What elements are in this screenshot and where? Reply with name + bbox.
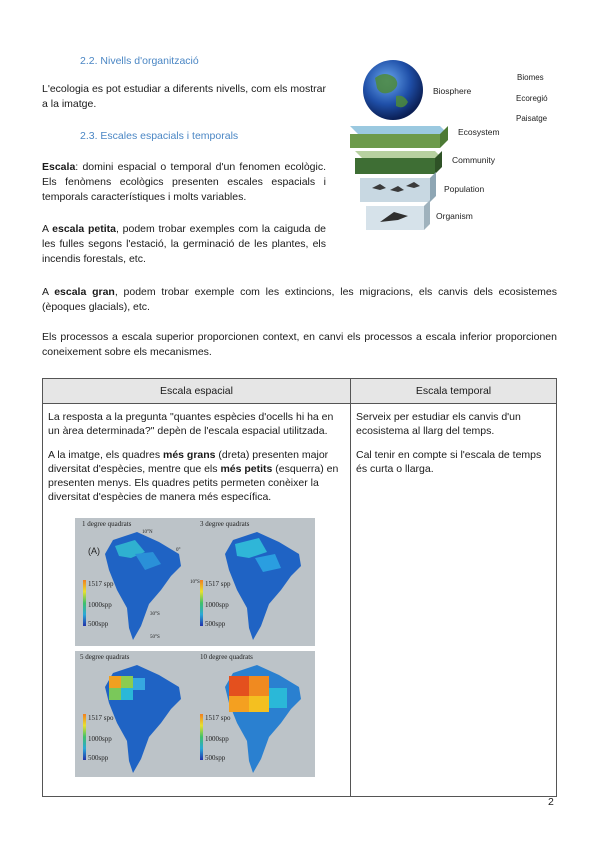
map-title-2: 3 degree quadrats [200, 520, 250, 528]
header-escala-espacial: Escala espacial [43, 379, 351, 404]
legend-bar-3 [83, 714, 86, 760]
p2-c: (dreta) presenten major diversitat d'espècies, mentre que els [48, 449, 329, 475]
espacial-paragraph-2 [48, 448, 345, 504]
legend-bar-2 [200, 580, 203, 626]
gran-pre: A [42, 286, 55, 298]
legend-4-mid: 1000spp [205, 735, 229, 743]
map-5-degree [105, 665, 181, 773]
p2-a: A la imatge, els quadres [48, 449, 163, 461]
processos-paragraph: Els processos a escala superior proporcionen context, en canvi els processos a escala inferior proporcionen coneixement sobre els mecanismes. [42, 331, 557, 358]
p2-d: (esquerra) en presenten menys. Els quadres petits permeten conèixer la diversitat d'espècies de manera més específica. [48, 463, 339, 503]
legend-2-max: 1517 spp [205, 580, 231, 588]
legend-1-max: 1517 spp [88, 580, 114, 588]
level-ecosystem: Ecosystem [458, 127, 500, 137]
escala-text: : domini espacial o temporal d'un fenomen ecològic. Els fenòmens ecològics presenten escales espacials i temporals característiques i molts variables. [42, 161, 326, 203]
temporal-paragraph-2: Cal tenir en compte si l'escala de temps és curta o llarga. [356, 449, 542, 475]
level-community: Community [452, 155, 495, 165]
map-title-1: 1 degree quadrats [82, 520, 132, 528]
level-population: Population [444, 184, 485, 194]
petita-text: , podem trobar exemples com la caiguda de les fulles segons l'estació, la germinació de les plantes, els incendis forestals, etc. [42, 223, 326, 265]
legend-2-min: 500spp [205, 620, 226, 628]
map-10-degree [225, 665, 301, 773]
side-label-paisatge: Paisatge [516, 114, 548, 123]
legend-bar-4 [200, 714, 203, 760]
side-label-ecoregio: Ecoregió [516, 94, 548, 103]
legend-4-max: 1517 spo [205, 714, 231, 722]
panel-label-a: (A) [88, 546, 100, 556]
petita-term: escala petita [52, 223, 117, 235]
page-number: 2 [548, 796, 554, 808]
legend-3-mid: 1000spp [88, 735, 112, 743]
header-escala-temporal: Escala temporal [351, 379, 557, 404]
legend-3-min: 500spp [88, 754, 109, 762]
map-3-degree [225, 532, 301, 640]
legend-3-max: 1517 spo [88, 714, 114, 722]
heading-2-2: 2.2. Nivells d'organització [80, 55, 199, 67]
espacial-paragraph-1: La resposta a la pregunta "quantes espècies d'ocells hi ha en un àrea determinada?" depèn de l'escala espacial utilitzada. [48, 411, 334, 437]
gran-text: , podem trobar exemple com les extincions, les migracions, els canvis dels ecosistemes (èpoques glacials), etc. [42, 286, 557, 313]
organization-levels-diagram [330, 58, 570, 238]
map-1-degree [105, 532, 181, 640]
p2-bold-1: més grans [162, 449, 216, 461]
lat-label-10n: 10°N [142, 530, 153, 535]
level-biosphere: Biosphere [433, 86, 472, 96]
map-title-4: 10 degree quadrats [200, 653, 253, 661]
cell-temporal [351, 404, 557, 797]
legend-2-mid: 1000spp [205, 601, 229, 609]
map-title-3: 5 degree quadrats [80, 653, 130, 661]
escala-petita-paragraph [42, 222, 326, 267]
escala-definition [42, 160, 326, 205]
intro-paragraph: L'ecologia es pot estudiar a diferents nivells, com els mostrar a la imatge. [42, 83, 326, 110]
lat-label-0: 0° [176, 548, 181, 553]
lat-label-30s: 30°S [150, 612, 160, 617]
petita-pre: A [42, 223, 53, 235]
heading-2-3: 2.3. Escales espacials i temporals [80, 130, 239, 142]
temporal-paragraph-1: Serveix per estudiar els canvis d'un ecosistema al llarg del temps. [356, 411, 521, 437]
escala-term: Escala [42, 161, 76, 173]
legend-1-mid: 1000spp [88, 601, 112, 609]
gran-term: escala gran [54, 286, 115, 298]
escala-gran-paragraph [42, 285, 557, 315]
lat-label-10s: 10°S [190, 580, 200, 585]
table-header-row [43, 379, 557, 404]
legend-4-min: 500spp [205, 754, 226, 762]
legend-1-min: 500spp [88, 620, 109, 628]
level-organism: Organism [436, 211, 473, 221]
p2-bold-2: més petits [220, 463, 273, 475]
legend-bar-1 [83, 580, 86, 626]
lat-label-50s: 50°S [150, 635, 160, 640]
side-label-biomes: Biomes [517, 73, 544, 82]
